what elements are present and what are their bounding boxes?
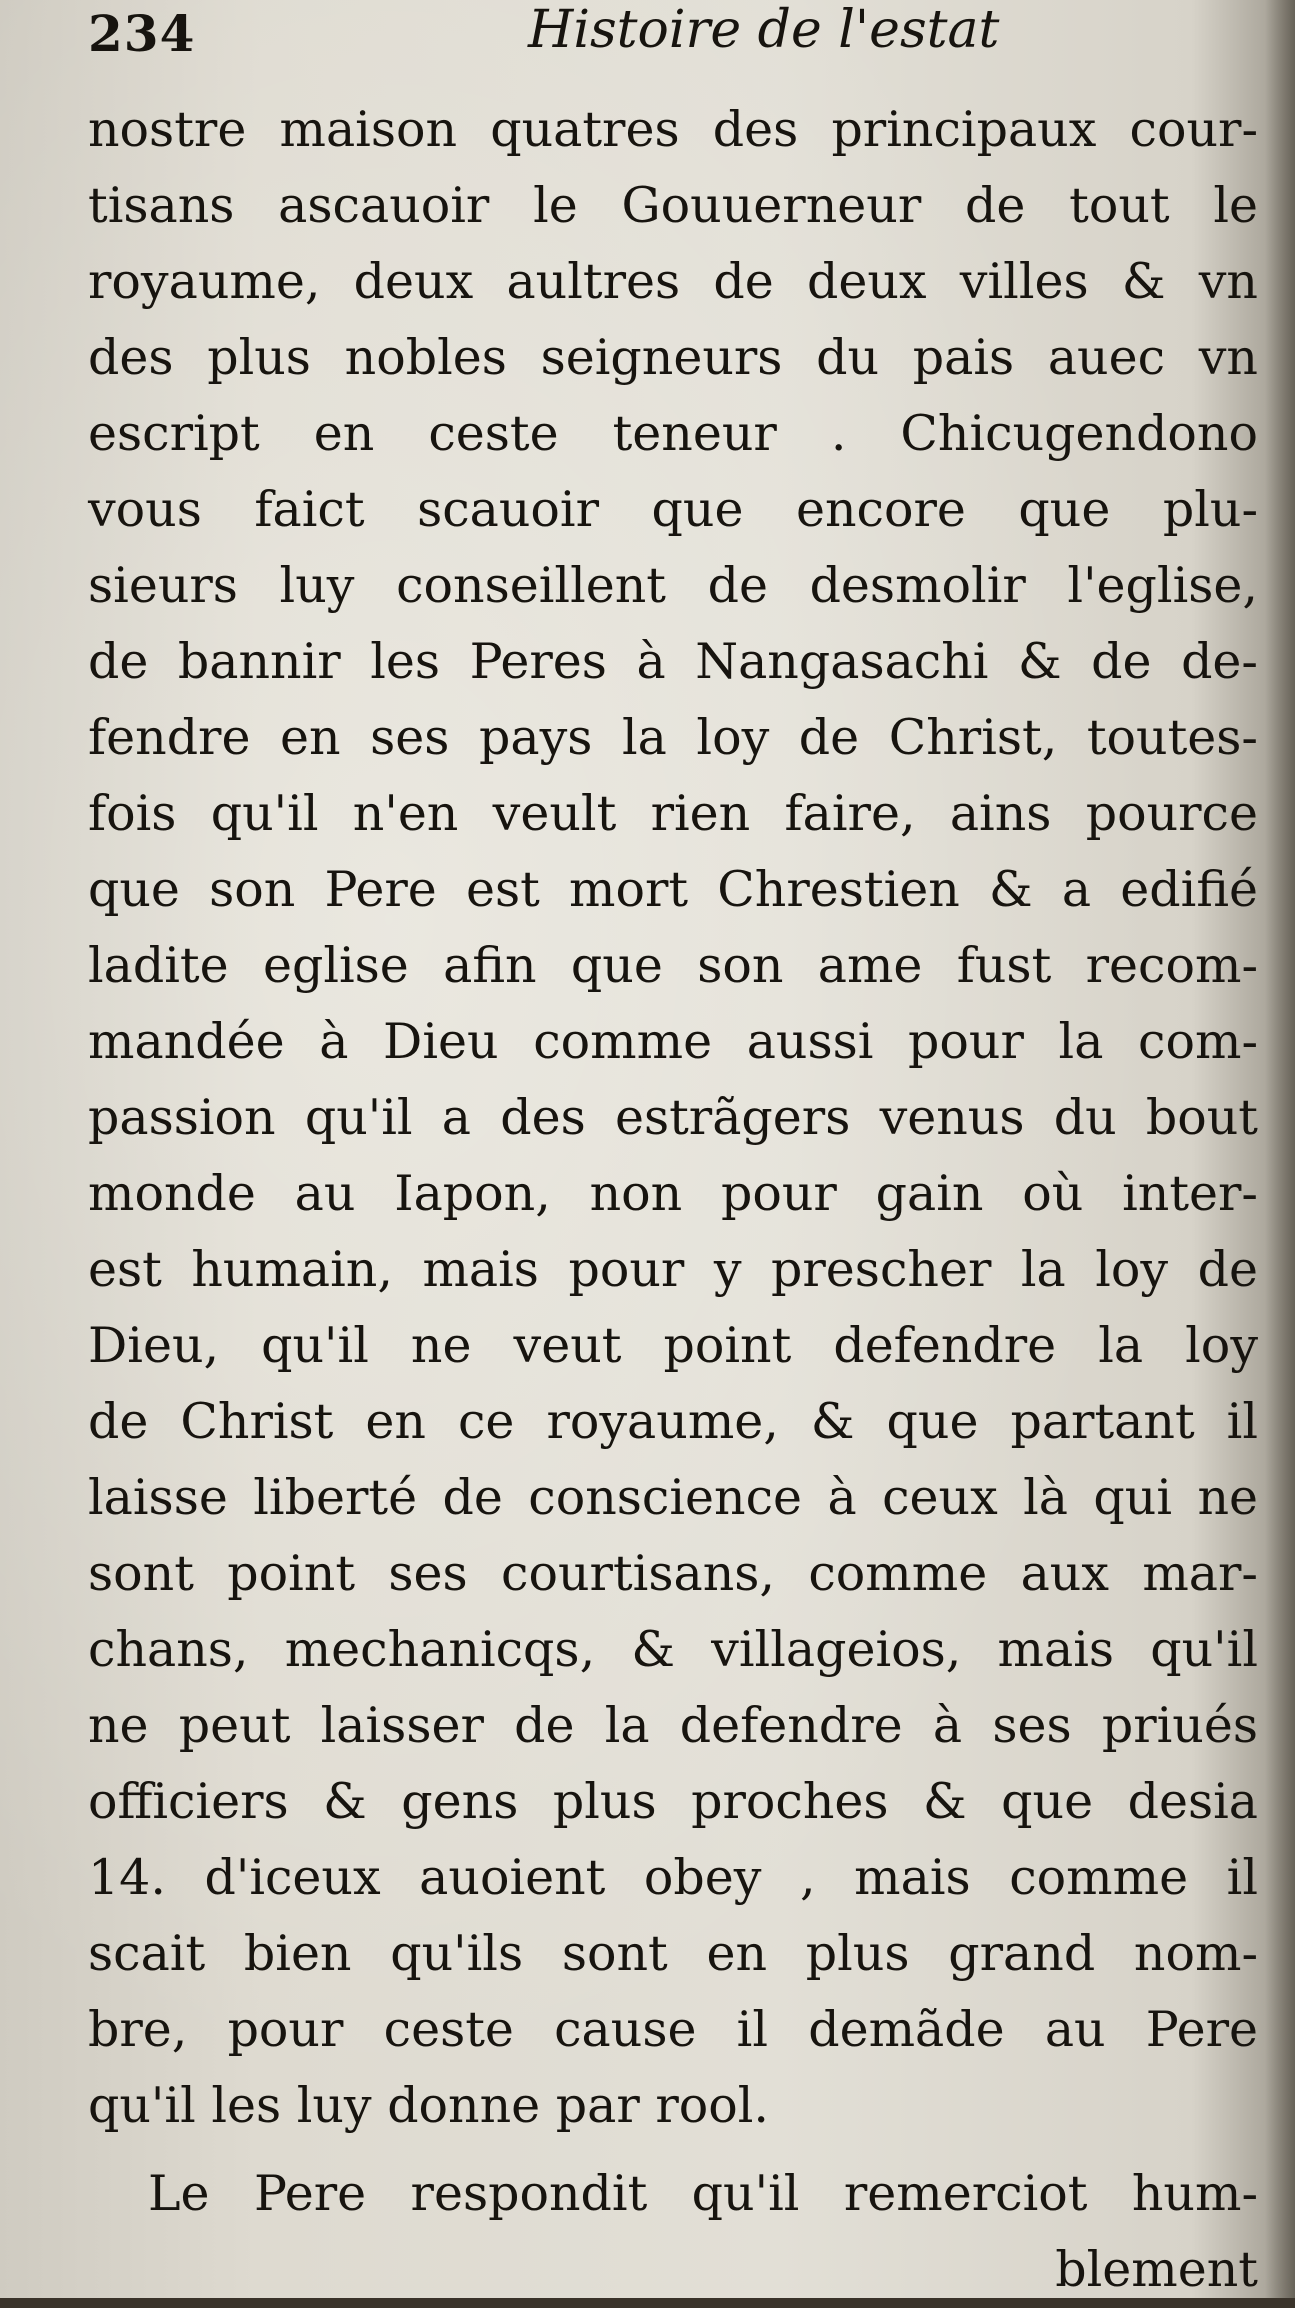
text-line: mandée à Dieu comme aussi pour la com- xyxy=(88,1013,1258,1070)
text-line: scait bien qu'ils sont en plus grand nom- xyxy=(88,1925,1258,1982)
text-line: de Christ en ce royaume, & que partant il xyxy=(88,1393,1258,1450)
text-line: qu'il les luy donne par rool. xyxy=(88,2077,769,2134)
text-line: Dieu, qu'il ne veut point defendre la loy xyxy=(88,1317,1258,1374)
text-line: Le Pere respondit qu'il remerciot hum- xyxy=(148,2165,1258,2222)
running-title: Histoire de l'estat xyxy=(528,0,1000,60)
text-line: escript en ceste teneur . Chicugendono xyxy=(88,405,1258,462)
paragraph-1 xyxy=(88,92,1258,2144)
text-line: passion qu'il a des estrãgers venus du bout xyxy=(88,1089,1258,1146)
text-line: ladite eglise afin que son ame fust recom- xyxy=(88,937,1258,994)
text-line: que son Pere est mort Chrestien & a edifié xyxy=(88,861,1258,918)
text-line: est humain, mais pour y prescher la loy de xyxy=(88,1241,1258,1298)
paragraph-spacer xyxy=(88,2144,1258,2156)
text-line: fois qu'il n'en veult rien faire, ains pource xyxy=(88,785,1258,842)
text-line: monde au Iapon, non pour gain où inter- xyxy=(88,1165,1258,1222)
text-line: des plus nobles seigneurs du pais auec vn xyxy=(88,329,1258,386)
text-line: tisans ascauoir le Gouuerneur de tout le xyxy=(88,177,1258,234)
text-line: sont point ses courtisans, comme aux mar- xyxy=(88,1545,1258,1602)
text-line: chans, mechanicqs, & villageios, mais qu'il xyxy=(88,1621,1258,1678)
text-line: 14. d'iceux auoient obey , mais comme il xyxy=(88,1849,1258,1906)
paragraph-2 xyxy=(88,2156,1258,2232)
running-head xyxy=(88,0,1248,70)
text-line: nostre maison quatres des principaux cour- xyxy=(88,101,1258,158)
text-line: fendre en ses pays la loy de Christ, toutes- xyxy=(88,709,1258,766)
text-line: ne peut laisser de la defendre à ses priués xyxy=(88,1697,1258,1754)
text-line: sieurs luy conseillent de desmolir l'eglise, xyxy=(88,557,1258,614)
text-line: bre, pour ceste cause il demãde au Pere xyxy=(88,2001,1258,2058)
text-line: royaume, deux aultres de deux villes & vn xyxy=(88,253,1258,310)
text-line: vous faict scauoir que encore que plu- xyxy=(88,481,1258,538)
page-gutter-shadow xyxy=(1265,0,1295,2298)
text-line: laisse liberté de conscience à ceux là qui ne xyxy=(88,1469,1258,1526)
catchword: blement xyxy=(1055,2241,1258,2298)
page-number: 234 xyxy=(88,4,196,63)
text-line: officiers & gens plus proches & que desia xyxy=(88,1773,1258,1830)
text-line: de bannir les Peres à Nangasachi & de de- xyxy=(88,633,1258,690)
body-text xyxy=(88,92,1258,2308)
